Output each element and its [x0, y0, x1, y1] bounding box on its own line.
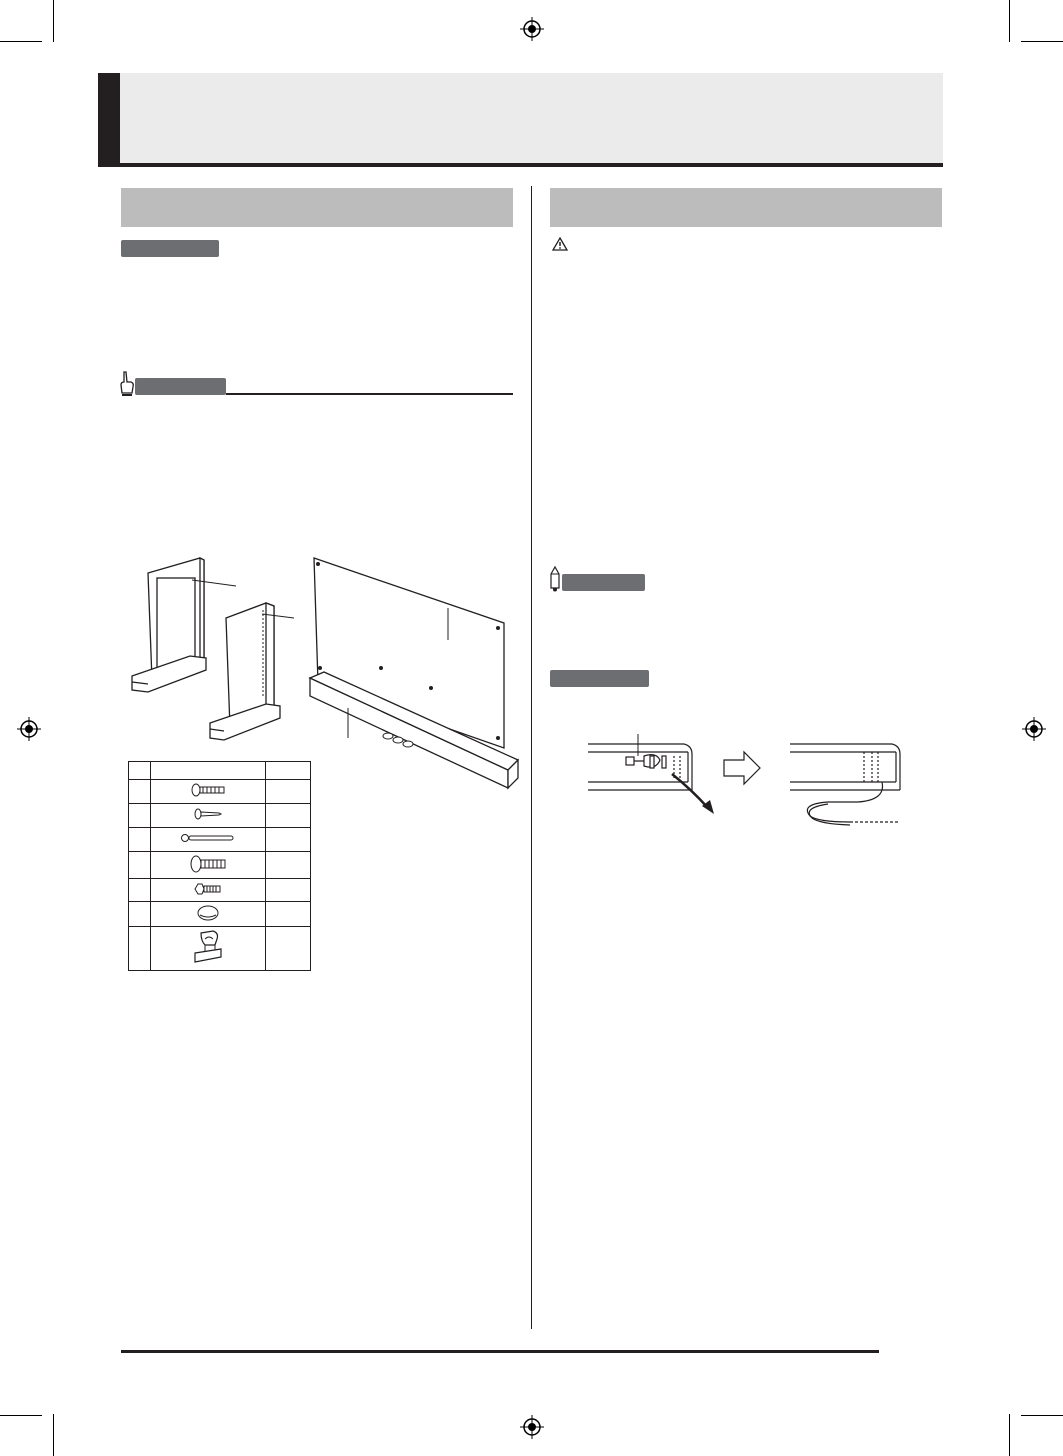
page-header — [98, 73, 943, 167]
note-rule — [226, 393, 513, 395]
row-qty — [266, 828, 311, 852]
left-note-tag — [135, 378, 226, 395]
row-qty — [266, 852, 311, 879]
row-id — [129, 902, 151, 927]
cable-routing-illustration — [588, 730, 908, 830]
large-knob-screw-icon — [188, 855, 228, 873]
left-tag — [121, 240, 219, 257]
table-row — [129, 852, 311, 879]
footer-rule — [121, 1350, 879, 1353]
registration-mark-top — [520, 17, 544, 41]
right-tag — [550, 670, 649, 687]
pointing-hand-icon — [119, 371, 135, 397]
right-note-tag — [562, 574, 645, 591]
row-qty — [266, 780, 311, 804]
header-part — [151, 762, 266, 780]
long-bolt-icon — [180, 833, 236, 843]
column-divider — [531, 186, 532, 1329]
right-section-bar — [550, 188, 942, 227]
parts-table — [128, 761, 311, 971]
row-id — [129, 879, 151, 902]
pencil-icon — [549, 566, 561, 592]
header-id — [129, 762, 151, 780]
row-id — [129, 852, 151, 879]
row-id — [129, 828, 151, 852]
cord-clip-icon — [191, 929, 225, 965]
row-id — [129, 780, 151, 804]
registration-mark-right — [1022, 717, 1046, 741]
table-row — [129, 902, 311, 927]
row-qty — [266, 879, 311, 902]
table-row — [129, 828, 311, 852]
left-section-bar — [121, 188, 513, 227]
row-qty — [266, 927, 311, 971]
registration-mark-left — [17, 717, 41, 741]
cap-icon — [196, 904, 220, 922]
row-id — [129, 804, 151, 828]
header-tab — [98, 73, 120, 167]
table-row — [129, 879, 311, 902]
header-qty — [266, 762, 311, 780]
parts-table-header — [129, 762, 311, 780]
row-id — [129, 927, 151, 971]
table-row — [129, 927, 311, 971]
row-qty — [266, 902, 311, 927]
row-qty — [266, 804, 311, 828]
warning-triangle-icon — [552, 237, 568, 251]
wood-screw-icon — [193, 808, 223, 820]
hex-screw-icon — [193, 883, 223, 895]
registration-mark-bottom — [520, 1415, 544, 1439]
table-row — [129, 804, 311, 828]
pan-head-screw-icon — [188, 783, 228, 797]
table-row — [129, 780, 311, 804]
